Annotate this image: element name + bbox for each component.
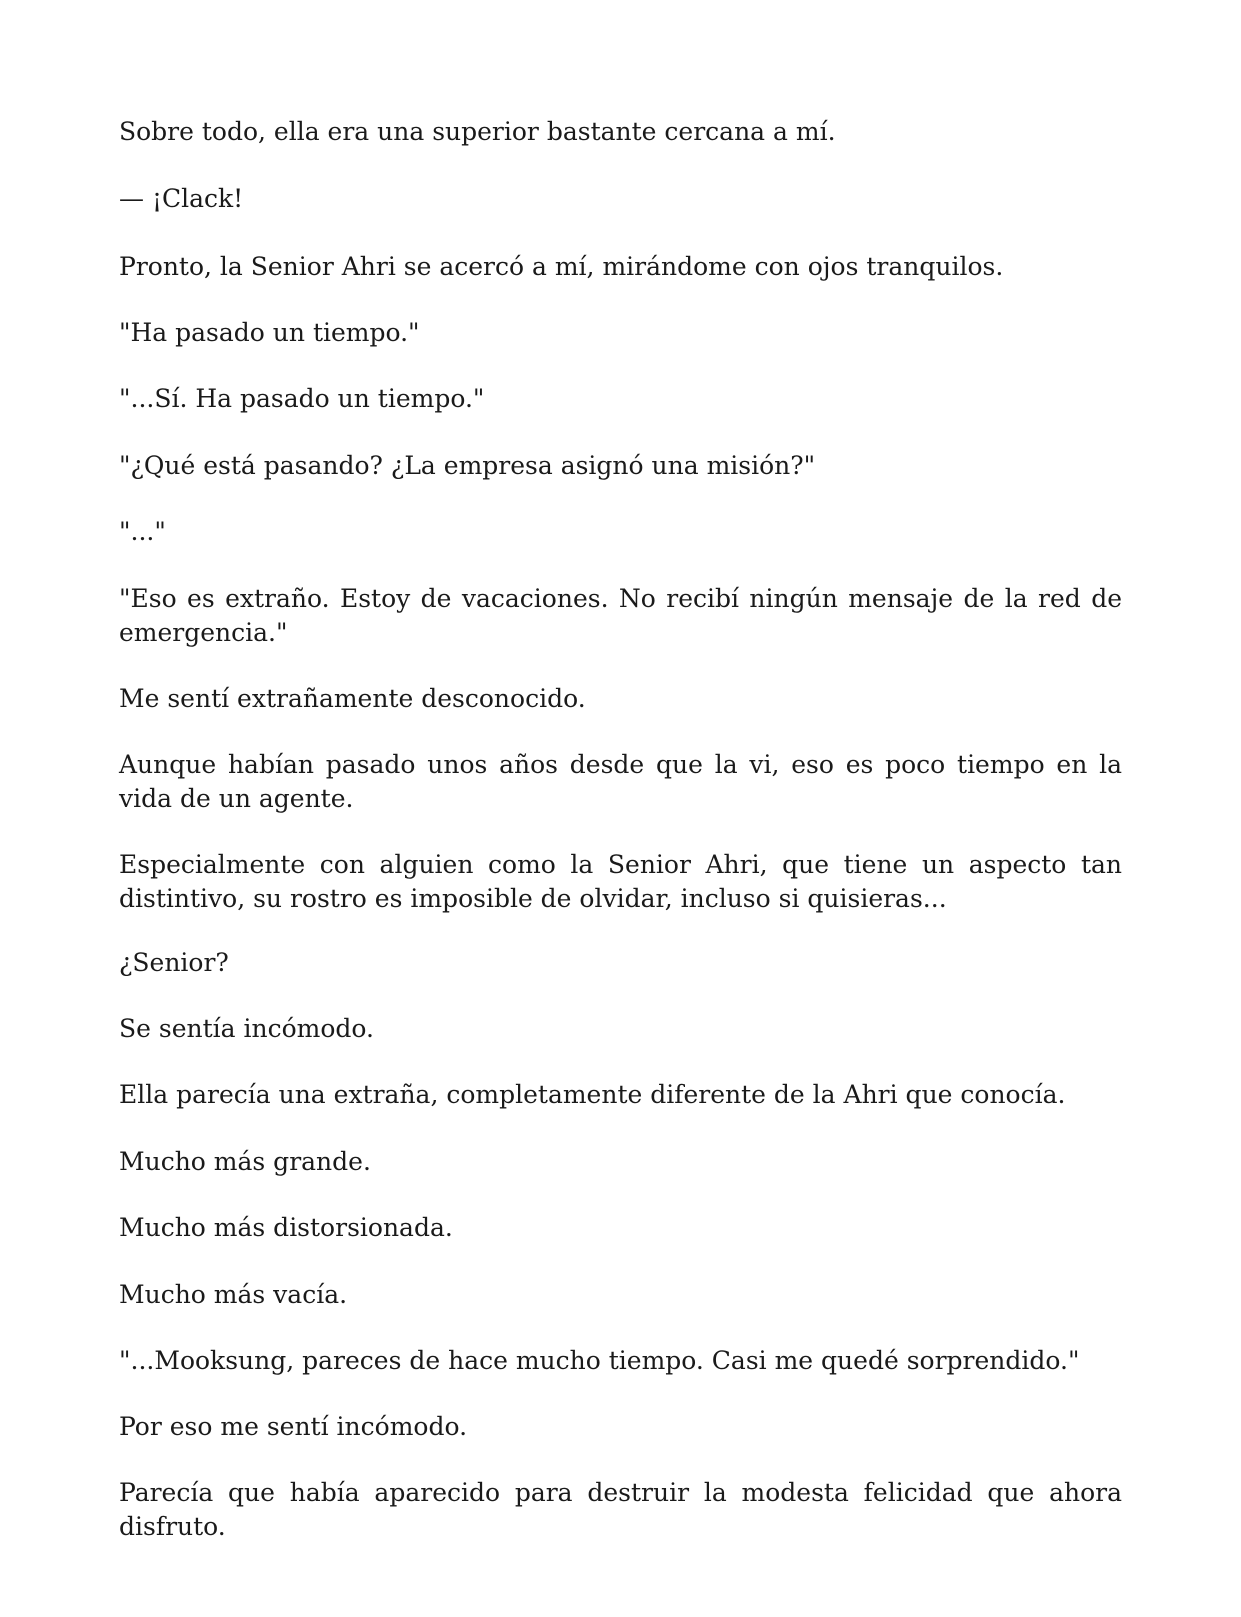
- paragraph: "Eso es extraño. Estoy de vacaciones. No recibí ningún mensaje de la red de emergencia.": [119, 584, 1122, 647]
- paragraph: Ella parecía una extraña, completamente diferente de la Ahri que conocía.: [119, 1080, 1066, 1109]
- paragraph: Mucho más distorsionada.: [119, 1213, 453, 1242]
- paragraph: Especialmente con alguien como la Senior Ahri, que tiene un aspecto tan distintivo, su rostro es imposible de olvidar, incluso si quisieras...: [119, 850, 1122, 913]
- paragraph: Sobre todo, ella era una superior bastante cercana a mí.: [119, 117, 836, 146]
- paragraph: Me sentí extrañamente desconocido.: [119, 684, 586, 713]
- paragraph: — ¡Clack!: [119, 184, 244, 213]
- paragraph: Mucho más grande.: [119, 1147, 371, 1176]
- paragraph: Aunque habían pasado unos años desde que la vi, eso es poco tiempo en la vida de un agente.: [119, 750, 1122, 813]
- paragraph: Pronto, la Senior Ahri se acercó a mí, mirándome con ojos tranquilos.: [119, 252, 1004, 281]
- paragraph: ¿Senior?: [119, 948, 229, 977]
- paragraph: Se sentía incómodo.: [119, 1014, 374, 1043]
- paragraph: Parecía que había aparecido para destruir la modesta felicidad que ahora disfruto.: [119, 1478, 1122, 1541]
- paragraph: Mucho más vacía.: [119, 1280, 348, 1309]
- paragraph: "...Mooksung, pareces de hace mucho tiempo. Casi me quedé sorprendido.": [119, 1346, 1080, 1375]
- paragraph: Por eso me sentí incómodo.: [119, 1412, 468, 1441]
- paragraph: "...": [119, 517, 166, 546]
- paragraph: "¿Qué está pasando? ¿La empresa asignó una misión?": [119, 451, 816, 480]
- paragraph: "...Sí. Ha pasado un tiempo.": [119, 384, 485, 413]
- paragraph: "Ha pasado un tiempo.": [119, 318, 420, 347]
